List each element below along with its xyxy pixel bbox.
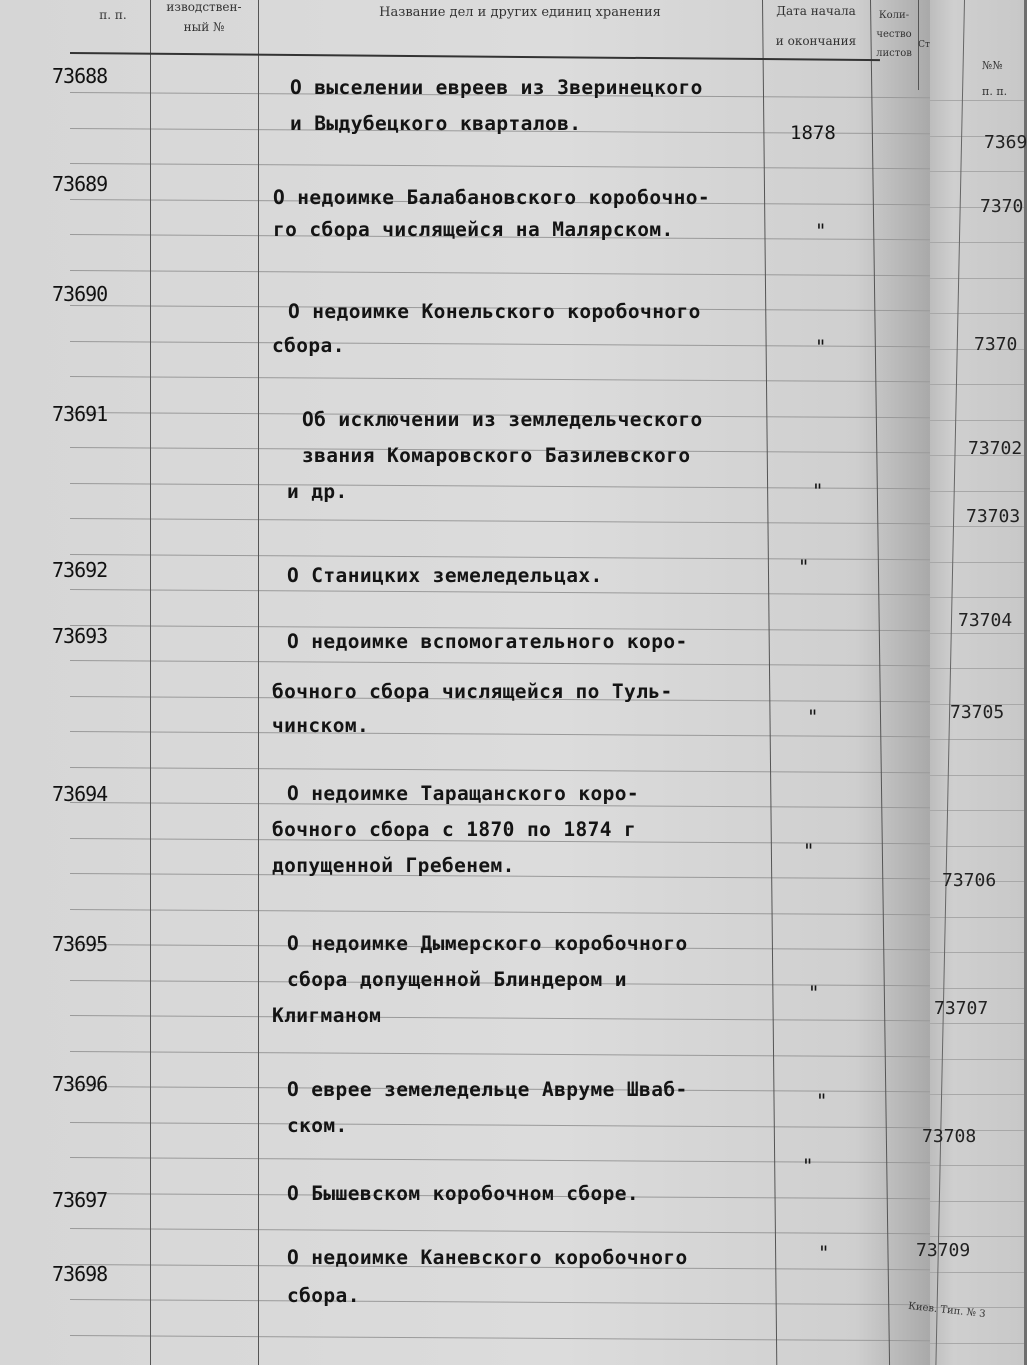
record-date: " xyxy=(798,556,810,578)
record-title-line: О недоимке Дымерского коробочного xyxy=(287,932,688,955)
record-number: 73693 xyxy=(52,624,108,648)
record-date: " xyxy=(803,840,815,862)
record-number: 73690 xyxy=(52,282,108,306)
ruled-line xyxy=(930,1272,1024,1273)
column-divider-num xyxy=(150,0,151,1365)
ruled-line xyxy=(930,491,1024,492)
ruled-line xyxy=(70,1122,930,1128)
ruled-line xyxy=(930,1094,1024,1095)
record-number: 73697 xyxy=(52,1188,108,1212)
record-date: " xyxy=(812,480,824,502)
right-header-line2: п. п. xyxy=(982,85,1008,98)
ruled-line xyxy=(70,376,930,382)
header-col-count-line2: чество xyxy=(876,29,912,40)
record-title-line: го сбора числящейся на Малярском. xyxy=(273,218,674,241)
ruled-line xyxy=(70,1335,930,1341)
ruled-line xyxy=(70,909,930,915)
record-title-line: О Станицких земеледельцах. xyxy=(287,564,603,587)
record-title-line: сбора допущенной Блиндером и xyxy=(287,968,627,991)
right-record-number: 73702 xyxy=(968,438,1023,459)
ruled-line xyxy=(930,313,1024,314)
header-col-extra: Ст xyxy=(918,40,930,50)
record-number: 73696 xyxy=(52,1072,108,1096)
record-title-line: О Бышевском коробочном сборе. xyxy=(287,1182,640,1205)
right-record-number: 73704 xyxy=(958,610,1013,631)
record-date: " xyxy=(818,1242,830,1264)
ruled-line xyxy=(70,1015,930,1021)
record-title-line: О недоимке Таращанского коро- xyxy=(287,782,640,805)
right-header-line1: №№ xyxy=(982,59,1003,72)
right-record-number: 73703 xyxy=(966,506,1021,527)
ruled-line xyxy=(70,660,930,666)
ruled-line xyxy=(930,171,1024,172)
record-title-line: и др. xyxy=(287,480,348,503)
record-title-line: допущенной Гребенем. xyxy=(272,854,515,877)
record-title-line: чинском. xyxy=(272,714,370,737)
record-date: " xyxy=(802,1155,814,1177)
record-title-line: ском. xyxy=(287,1114,348,1137)
record-number: 73691 xyxy=(52,402,108,426)
ruled-line xyxy=(930,1236,1024,1237)
header-col-office-line1: изводствен- xyxy=(166,0,242,14)
record-number: 73688 xyxy=(52,64,108,88)
record-title-line: звания Комаровского Базилевского xyxy=(302,444,691,467)
ruled-line xyxy=(930,846,1024,847)
right-record-number: 73706 xyxy=(942,870,997,891)
header-col-count xyxy=(872,6,916,63)
record-title-line: бочного сбора с 1870 по 1874 г xyxy=(272,818,637,841)
header-col-count-line1: Коли- xyxy=(878,10,910,21)
header-col-num: п. п. xyxy=(99,8,127,22)
ruled-line xyxy=(930,278,1024,279)
ruled-line xyxy=(930,1059,1024,1060)
record-title-line: и Выдубецкого кварталов. xyxy=(290,112,582,135)
record-date: " xyxy=(815,336,827,358)
right-record-number: 73709 xyxy=(916,1240,971,1261)
record-date: " xyxy=(808,982,820,1004)
record-title-line: О выселении евреев из Зверинецкого xyxy=(290,76,703,99)
ruled-line xyxy=(930,739,1024,740)
header-col-dates-line2: и окончания xyxy=(775,34,857,48)
ruled-line xyxy=(930,597,1024,598)
ruled-line xyxy=(930,810,1024,811)
record-title-line: Клигманом xyxy=(272,1004,382,1027)
record-title-line: сбора. xyxy=(272,334,345,357)
header-border xyxy=(70,52,880,61)
right-record-number: 7370 xyxy=(980,196,1024,217)
ruled-line xyxy=(930,420,1024,421)
right-record-number: 7369 xyxy=(984,132,1027,153)
right-record-number: 73708 xyxy=(922,1126,977,1147)
right-record-number: 73705 xyxy=(950,702,1005,723)
ruled-line xyxy=(930,242,1024,243)
column-divider-office xyxy=(258,0,259,1365)
ruled-line xyxy=(930,100,1024,101)
ruled-line xyxy=(70,767,930,773)
printer-footer: Киев. Тип. № 3 xyxy=(907,1300,987,1321)
ruled-line xyxy=(70,1299,930,1305)
record-date: 1878 xyxy=(790,122,836,144)
ruled-line xyxy=(930,1343,1024,1344)
right-column-divider xyxy=(935,0,965,1365)
ruled-line xyxy=(930,633,1024,634)
ruled-line xyxy=(930,1201,1024,1202)
ruled-line xyxy=(70,270,930,276)
right-record-number: 73707 xyxy=(934,998,989,1019)
record-title-line: О недоимке Каневского коробочного xyxy=(287,1246,688,1269)
ruled-line xyxy=(930,562,1024,563)
header-col-count-line3: листов xyxy=(876,48,912,59)
ruled-line xyxy=(70,589,930,595)
record-title-line: О еврее земеледельце Авруме Шваб- xyxy=(287,1078,688,1101)
right-record-number: 7370 xyxy=(974,334,1018,355)
header-col-dates-line1: Дата начала xyxy=(776,4,856,18)
ruled-line xyxy=(70,1228,930,1234)
record-title-line: бочного сбора числящейся по Туль- xyxy=(272,680,673,703)
ruled-line xyxy=(70,1157,930,1163)
record-number: 73692 xyxy=(52,558,108,582)
header-col-dates xyxy=(764,4,868,48)
ruled-line xyxy=(930,1165,1024,1166)
record-title-line: О недоимке Конельского коробочного xyxy=(288,300,701,323)
header-col-office xyxy=(152,0,256,34)
record-number: 73689 xyxy=(52,172,108,196)
ruled-line xyxy=(70,731,930,737)
record-title-line: О недоимке Балабановского коробочно- xyxy=(273,186,711,209)
record-title-line: сбора. xyxy=(287,1284,360,1307)
record-date: " xyxy=(816,1090,828,1112)
record-title-line: Об исключении из земледельческого xyxy=(302,408,703,431)
ruled-line xyxy=(70,341,930,347)
ruled-line xyxy=(930,668,1024,669)
record-date: " xyxy=(807,706,819,728)
ruled-line xyxy=(930,1023,1024,1024)
record-number: 73694 xyxy=(52,782,108,806)
right-header xyxy=(982,58,1007,100)
ruled-line xyxy=(70,483,930,489)
header-col-office-line2: ный № xyxy=(183,20,225,34)
record-number: 73695 xyxy=(52,932,108,956)
ruled-line xyxy=(930,384,1024,385)
ruled-line xyxy=(70,163,930,169)
header-col-title: Название дел и других единиц хранения xyxy=(379,5,661,20)
record-number: 73698 xyxy=(52,1262,108,1286)
ruled-line xyxy=(930,775,1024,776)
ruled-line xyxy=(70,518,930,524)
ruled-line xyxy=(70,1051,930,1057)
record-title-line: О недоимке вспомогательного коро- xyxy=(287,630,688,653)
record-date: " xyxy=(815,220,827,242)
